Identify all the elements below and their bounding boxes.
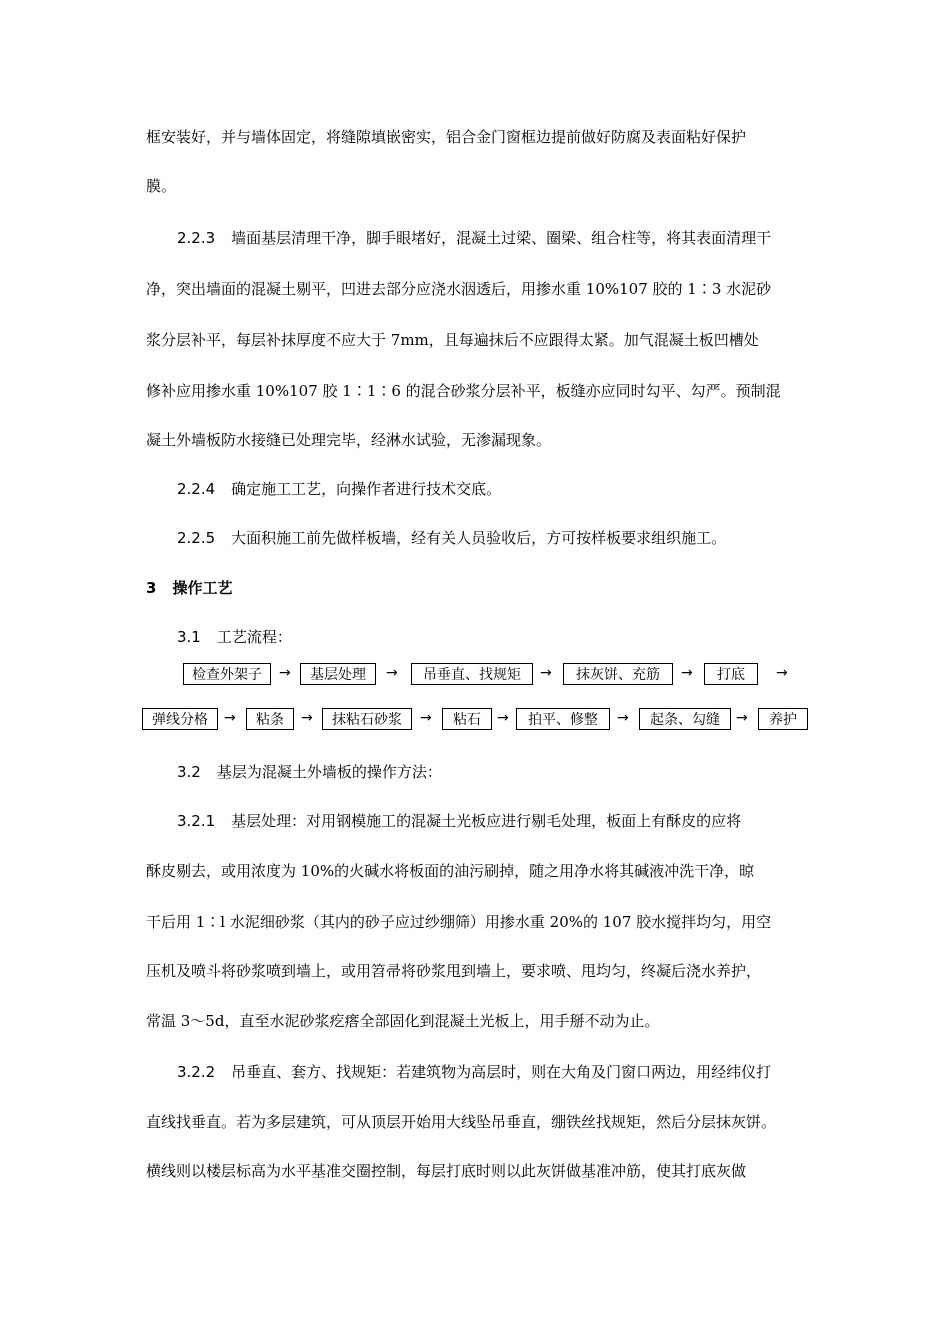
paragraph-line: 修补应用掺水重 10%107 胶 1∶1∶6 的混合砂浆分层补平，板缝亦应同时勾平、勾严。预制混 [146,382,781,400]
flow-step: 吊垂直、找规矩 [411,663,533,685]
arrow-right-icon: → [301,710,313,726]
arrow-right-icon: → [420,710,432,726]
paragraph-line: 大面积施工前先做样板墙，经有关人员验收后，方可按样板要求组织施工。 [231,529,727,547]
flow-step: 粘石 [442,708,492,730]
arrow-right-icon: → [617,710,629,726]
arrow-right-icon: → [224,710,236,726]
flow-step: 抹灰饼、充筋 [563,663,673,685]
arrow-right-icon: → [497,710,509,726]
paragraph-line: 吊垂直、套方、找规矩：若建筑物为高层时，则在大角及门窗口两边，用经纬仪打 [231,1063,772,1081]
paragraph-line: 框安装好，并与墙体固定，将缝隙填嵌密实，铝合金门窗框边提前做好防腐及表面粘好保护 [146,128,747,146]
paragraph-line: 基层处理：对用钢模施工的混凝土光板应进行剔毛处理，板面上有酥皮的应将 [231,812,742,830]
section-number: 2.2.4 [177,480,216,498]
flow-step: 基层处理 [300,663,376,685]
flow-step: 养护 [758,708,808,730]
paragraph-line: 基层为混凝土外墙板的操作方法： [216,763,442,781]
section-number: 3 [146,579,157,597]
section-title: 操作工艺 [172,579,233,597]
paragraph-3-2 [177,762,442,782]
paragraph-line: 浆分层补平，每层补抹厚度不应大于 7mm，且每遍抹后不应跟得太紧。加气混凝土板凹槽处 [146,331,759,349]
flow-step: 打底 [704,663,758,685]
section-number: 2.2.5 [177,529,216,547]
flow-step: 检查外架子 [183,663,271,685]
flow-step: 弹线分格 [142,708,218,730]
paragraph-line: 常温 3～5d，直至水泥砂浆疙瘩全部固化到混凝土光板上，用手掰不动为止。 [146,1012,660,1030]
flow-step: 抹粘石砂浆 [322,708,412,730]
flow-step: 拍平、修整 [516,708,610,730]
paragraph-line: 净，突出墙面的混凝土剔平，凹进去部分应浇水洇透后，用掺水重 10%107 胶的 1∶3 水泥砂 [146,280,772,298]
paragraph-line: 干后用 1∶l 水泥细砂浆（其内的砂子应过纱绷筛）用掺水重 20%的 107 胶水搅拌均匀，用空 [146,913,772,931]
paragraph-line: 膜。 [146,177,177,195]
paragraph-3-2-2 [177,1062,771,1082]
paragraph-line: 酥皮剔去，或用浓度为 10%的火碱水将板面的油污刷掉，随之用净水将其碱液冲洗干净，晾 [146,862,755,880]
flow-step: 粘条 [246,708,294,730]
arrow-right-icon: → [540,665,552,681]
section-number: 3.2.1 [177,812,216,830]
section-number: 3.2 [177,763,201,781]
paragraph-2-2-3 [177,228,771,248]
paragraph-3-2-1 [177,811,741,831]
arrow-right-icon: → [736,710,748,726]
arrow-right-icon: → [279,665,291,681]
paragraph-line: 直线找垂直。若为多层建筑，可从顶层开始用大线坠吊垂直，绷铁丝找规矩，然后分层抹灰饼。 [146,1113,777,1131]
paragraph-line: 凝土外墙板防水接缝已处理完毕，经淋水试验，无渗漏现象。 [146,431,552,449]
section-number: 3.2.2 [177,1063,216,1081]
paragraph-2-2-4 [177,479,501,499]
paragraph-line: 压机及喷斗将砂浆喷到墙上，或用笤帚将砂浆甩到墙上，要求喷、甩均匀，终凝后浇水养护， [146,962,762,980]
arrow-right-icon: → [681,665,693,681]
section-heading [146,578,232,598]
flow-step: 起条、勾缝 [639,708,731,730]
section-number: 2.2.3 [177,229,216,247]
paragraph-line: 确定施工工艺，向操作者进行技术交底。 [231,480,502,498]
arrow-right-icon: → [776,665,788,681]
section-number: 3.1 [177,628,201,646]
paragraph-2-2-5 [177,528,726,548]
paragraph-line: 工艺流程： [216,628,292,646]
paragraph-line: 横线则以楼层标高为水平基准交圈控制，每层打底时则以此灰饼做基准冲筋，使其打底灰做 [146,1162,747,1180]
arrow-right-icon: → [386,665,398,681]
paragraph-3-1 [177,627,292,647]
paragraph-line: 墙面基层清理干净，脚手眼堵好，混凝土过梁、圈梁、组合柱等，将其表面清理干 [231,229,772,247]
